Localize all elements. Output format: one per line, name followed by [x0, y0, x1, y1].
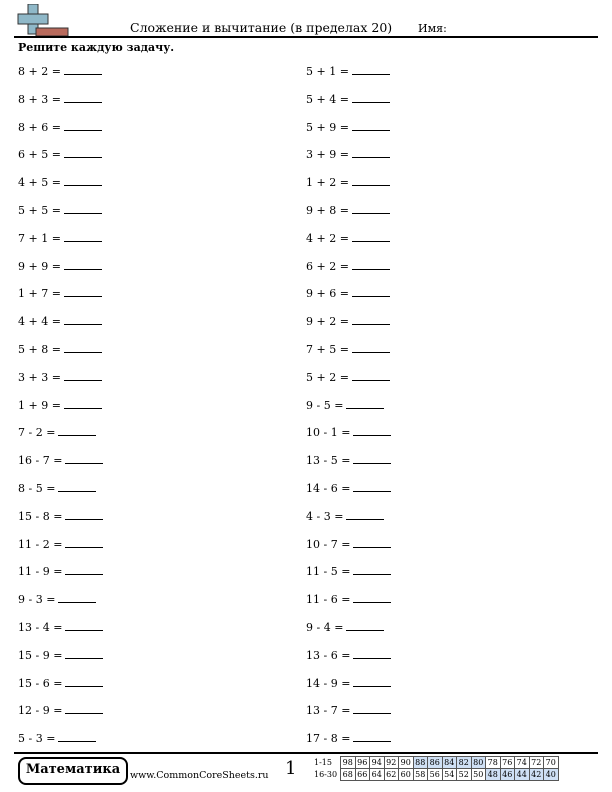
problem-item [306, 146, 390, 162]
answer-blank[interactable] [352, 285, 390, 297]
problem-expression: 13 - 5 = [306, 454, 351, 468]
score-cell: 94 [370, 757, 385, 769]
problem-expression: 5 + 2 = [306, 370, 349, 384]
score-cell: 86 [428, 757, 443, 769]
problem-item [306, 397, 384, 413]
answer-blank[interactable] [65, 452, 103, 464]
answer-blank[interactable] [346, 619, 384, 631]
answer-blank[interactable] [64, 313, 102, 325]
score-cell: 54 [442, 769, 457, 781]
score-cell: 56 [428, 769, 443, 781]
problem-item [18, 63, 102, 79]
score-cell: 66 [355, 769, 370, 781]
problem-expression: 4 - 3 = [306, 509, 344, 523]
answer-blank[interactable] [353, 591, 391, 603]
answer-blank[interactable] [65, 675, 103, 687]
problem-item [18, 397, 102, 413]
problem-item [306, 619, 384, 635]
answer-blank[interactable] [353, 647, 391, 659]
problem-expression: 13 - 7 = [306, 704, 351, 718]
problem-item [18, 313, 102, 329]
answer-blank[interactable] [353, 730, 391, 742]
problem-item [306, 369, 390, 385]
problem-item [18, 619, 103, 635]
answer-blank[interactable] [58, 480, 96, 492]
problem-expression: 8 - 5 = [18, 482, 56, 495]
answer-blank[interactable] [352, 202, 390, 214]
problem-expression: 5 + 1 = [306, 65, 349, 78]
problem-expression: 15 - 8 = [18, 509, 63, 523]
problem-item [306, 313, 390, 329]
problem-item [306, 63, 390, 79]
problem-item [306, 174, 390, 190]
answer-blank[interactable] [346, 508, 384, 520]
answer-blank[interactable] [353, 452, 391, 464]
problem-expression: 5 + 4 = [306, 92, 349, 106]
score-cell: 60 [399, 769, 414, 781]
problem-expression: 1 + 2 = [306, 176, 349, 190]
score-cell: 68 [341, 769, 356, 781]
score-cell: 40 [544, 769, 559, 781]
problem-expression: 11 - 2 = [18, 537, 63, 551]
score-cell: 58 [413, 769, 428, 781]
problem-item [306, 730, 391, 746]
problem-item [306, 563, 391, 579]
brand-badge [18, 757, 128, 785]
score-row [312, 769, 558, 781]
problem-item [18, 119, 102, 135]
score-cell: 76 [500, 757, 515, 769]
problem-expression: 15 - 9 = [18, 648, 63, 662]
answer-blank[interactable] [352, 63, 390, 75]
answer-blank[interactable] [58, 591, 96, 603]
problem-expression: 1 + 9 = [18, 398, 61, 412]
problem-item [306, 202, 390, 218]
answer-blank[interactable] [352, 91, 390, 103]
problem-item [306, 675, 391, 691]
answer-blank[interactable] [64, 258, 102, 270]
answer-blank[interactable] [353, 536, 391, 548]
problem-expression: 13 - 6 = [306, 648, 351, 662]
problem-item [18, 91, 102, 107]
answer-blank[interactable] [64, 202, 102, 214]
answer-blank[interactable] [64, 91, 102, 103]
problem-item [18, 341, 102, 357]
answer-blank[interactable] [58, 424, 96, 436]
problem-expression: 15 - 6 = [18, 676, 63, 690]
problem-expression: 14 - 6 = [306, 482, 351, 495]
problem-item [18, 536, 103, 552]
score-row-label: 16-30 [314, 770, 338, 779]
score-cell: 88 [413, 757, 428, 769]
problem-item [306, 285, 390, 301]
score-cell: 42 [529, 769, 544, 781]
problem-expression: 5 + 9 = [306, 120, 349, 134]
score-cell: 82 [457, 757, 472, 769]
problem-item [306, 424, 391, 440]
answer-blank[interactable] [352, 341, 390, 353]
problem-item [306, 452, 391, 468]
problem-expression: 11 - 5 = [306, 565, 351, 579]
answer-blank[interactable] [64, 230, 102, 242]
score-row-label: 1-15 [314, 758, 332, 767]
problem-item [306, 536, 391, 552]
problem-expression: 10 - 7 = [306, 537, 351, 551]
score-cell: 52 [457, 769, 472, 781]
score-cell: 72 [529, 757, 544, 769]
score-cell: 46 [500, 769, 515, 781]
problem-item [18, 424, 96, 440]
problem-item [18, 174, 102, 190]
problem-item [306, 702, 391, 718]
problem-item [306, 341, 390, 357]
problem-item [306, 258, 390, 274]
answer-blank[interactable] [65, 647, 103, 659]
score-cell: 44 [515, 769, 530, 781]
problem-expression: 9 + 9 = [18, 259, 61, 273]
problem-item [18, 480, 96, 496]
problem-item [18, 702, 103, 718]
answer-blank[interactable] [353, 563, 391, 575]
problem-expression: 9 + 8 = [306, 204, 349, 217]
page-number: 1 [285, 758, 297, 779]
score-cell: 70 [544, 757, 559, 769]
problem-item [18, 369, 102, 385]
website-url: www.CommonCoreSheets.ru [130, 770, 269, 781]
problem-expression: 13 - 4 = [18, 621, 63, 634]
problem-expression: 12 - 9 = [18, 704, 63, 718]
problem-item [306, 119, 390, 135]
score-cell: 96 [355, 757, 370, 769]
problem-item [306, 591, 391, 607]
problem-expression: 11 - 9 = [18, 565, 63, 579]
answer-blank[interactable] [352, 146, 390, 158]
answer-blank[interactable] [64, 369, 102, 381]
answer-blank[interactable] [65, 536, 103, 548]
problem-item [306, 91, 390, 107]
problem-expression: 7 + 1 = [18, 231, 61, 245]
problem-expression: 8 + 3 = [18, 92, 61, 106]
answer-blank[interactable] [352, 258, 390, 270]
worksheet-title: Сложение и вычитание (в пределах 20) [130, 20, 393, 35]
answer-blank[interactable] [353, 480, 391, 492]
score-cell: 74 [515, 757, 530, 769]
problem-expression: 4 + 2 = [306, 231, 349, 245]
score-cell: 64 [370, 769, 385, 781]
answer-blank[interactable] [64, 397, 102, 409]
answer-blank[interactable] [352, 230, 390, 242]
problem-item [18, 675, 103, 691]
problem-expression: 7 - 2 = [18, 426, 56, 440]
problem-expression: 9 - 3 = [18, 593, 56, 607]
problem-expression: 3 + 3 = [18, 370, 61, 384]
answer-blank[interactable] [64, 146, 102, 158]
problem-item [18, 452, 103, 468]
answer-blank[interactable] [64, 63, 102, 75]
problem-item [18, 285, 102, 301]
problem-item [18, 730, 96, 746]
answer-blank[interactable] [353, 424, 391, 436]
answer-blank[interactable] [353, 702, 391, 714]
answer-blank[interactable] [64, 341, 102, 353]
problem-item [306, 647, 391, 663]
score-cell: 98 [341, 757, 356, 769]
problem-item [18, 202, 102, 218]
answer-blank[interactable] [65, 702, 103, 714]
answer-blank[interactable] [64, 174, 102, 186]
score-cell: 48 [486, 769, 501, 781]
answer-blank[interactable] [352, 119, 390, 131]
problem-item [306, 480, 391, 496]
problem-expression: 9 + 6 = [306, 287, 349, 301]
answer-blank[interactable] [65, 563, 103, 575]
score-cell: 50 [471, 769, 486, 781]
problem-expression: 8 + 6 = [18, 120, 61, 134]
answer-blank[interactable] [352, 313, 390, 325]
answer-blank[interactable] [353, 675, 391, 687]
problem-expression: 11 - 6 = [306, 593, 351, 607]
problem-item [18, 563, 103, 579]
answer-blank[interactable] [65, 619, 103, 631]
problem-expression: 5 - 3 = [18, 732, 56, 746]
problem-expression: 9 - 5 = [306, 398, 344, 412]
problem-expression: 17 - 8 = [306, 732, 351, 746]
answer-blank[interactable] [346, 397, 384, 409]
score-cell: 90 [399, 757, 414, 769]
score-cell: 80 [471, 757, 486, 769]
answer-blank[interactable] [64, 285, 102, 297]
problem-expression: 1 + 7 = [18, 287, 61, 301]
problem-item [306, 230, 390, 246]
answer-blank[interactable] [65, 508, 103, 520]
instructions: Решите каждую задачу. [18, 41, 175, 54]
brand-label: Математика [25, 762, 121, 777]
problem-expression: 5 + 8 = [18, 343, 61, 356]
score-cell: 78 [486, 757, 501, 769]
problem-item [18, 230, 102, 246]
problem-expression: 16 - 7 = [18, 454, 63, 468]
problem-expression: 9 + 2 = [306, 315, 349, 329]
answer-blank[interactable] [58, 730, 96, 742]
problem-expression: 7 + 5 = [306, 343, 349, 356]
problem-item [18, 591, 96, 607]
answer-blank[interactable] [352, 174, 390, 186]
problem-expression: 10 - 1 = [306, 426, 351, 440]
score-row [312, 757, 558, 769]
problem-expression: 9 - 4 = [306, 621, 344, 634]
problem-expression: 3 + 9 = [306, 148, 349, 162]
problem-item [306, 508, 384, 524]
problem-expression: 6 + 2 = [306, 259, 349, 273]
problem-expression: 4 + 5 = [18, 176, 61, 190]
name-field-label: Имя: [418, 22, 447, 35]
score-cell: 84 [442, 757, 457, 769]
answer-blank[interactable] [64, 119, 102, 131]
score-table [312, 756, 559, 781]
problem-expression: 4 + 4 = [18, 315, 61, 329]
problem-item [18, 508, 103, 524]
problem-item [18, 146, 102, 162]
problem-expression: 6 + 5 = [18, 148, 61, 162]
footer-divider [14, 752, 598, 754]
problem-item [18, 258, 102, 274]
problem-item [18, 647, 103, 663]
problem-expression: 8 + 2 = [18, 65, 61, 78]
score-cell: 92 [384, 757, 399, 769]
answer-blank[interactable] [352, 369, 390, 381]
score-cell: 62 [384, 769, 399, 781]
problem-expression: 14 - 9 = [306, 676, 351, 690]
problem-expression: 5 + 5 = [18, 204, 61, 217]
